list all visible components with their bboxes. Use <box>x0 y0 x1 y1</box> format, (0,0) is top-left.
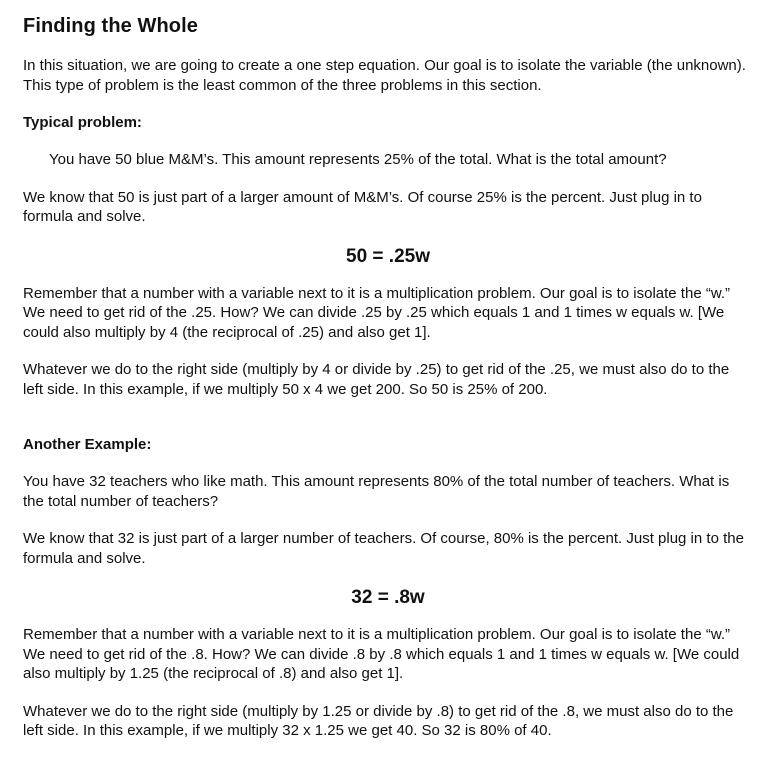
another-example-equation: 32 = .8w <box>351 587 425 608</box>
typical-problem-heading: Typical problem: <box>23 114 142 131</box>
another-example-section <box>23 435 753 741</box>
page-title: Finding the Whole <box>23 15 199 37</box>
typical-problem-statement: You have 50 blue M&M’s. This amount represents 25% of the total. What is the total amount? <box>49 151 667 168</box>
intro-paragraph: In this situation, we are going to create a one step equation. Our goal is to isolate the variable (the unknown). This type of problem is the least common of the three problems in this section. <box>23 57 746 94</box>
typical-problem-conclusion: Whatever we do to the right side (multiply by 4 or divide by .25) to get rid of the .25, we must also do to the left side. In this example, if we multiply 50 x 4 we get 200. So 50 is 25% of 200. <box>23 361 730 398</box>
another-example-conclusion: Whatever we do to the right side (multiply by 1.25 or divide by .8) to get rid of the .8, we must also do to the left side. In this example, if we multiply 32 x 1.25 we get 40. So 32 is 80% of 40. <box>23 702 734 739</box>
another-example-statement: You have 32 teachers who like math. This amount represents 80% of the total number of teachers. What is the total number of teachers? <box>23 473 730 510</box>
another-example-explanation: We know that 32 is just part of a larger number of teachers. Of course, 80% is the percent. Just plug in to the formula and solve. <box>23 530 744 567</box>
another-example-isolate-paragraph: Remember that a number with a variable next to it is a multiplication problem. Our goal is to isolate the “w.” We need to get rid of the .8. How? We can divide .8 by .8 which equals 1 and 1 times w equals w. [We could also multiply by 1.25 (the reciprocal of .8) and also get 1]. <box>23 626 740 682</box>
document-page <box>23 14 753 741</box>
typical-problem-isolate-paragraph: Remember that a number with a variable next to it is a multiplication problem. Our goal is to isolate the “w.” We need to get rid of the .25. How? We can divide .25 by .25 which equals 1 and 1 times w equals w. [We could also multiply by 4 (the reciprocal of .25) and also get 1]. <box>23 284 730 341</box>
typical-problem-explanation: We know that 50 is just part of a larger amount of M&M’s. Of course 25% is the percent. Just plug in to formula and solve. <box>23 188 702 225</box>
another-example-heading: Another Example: <box>23 436 152 453</box>
typical-problem-equation: 50 = .25w <box>346 245 430 267</box>
typical-problem-section <box>23 113 753 399</box>
